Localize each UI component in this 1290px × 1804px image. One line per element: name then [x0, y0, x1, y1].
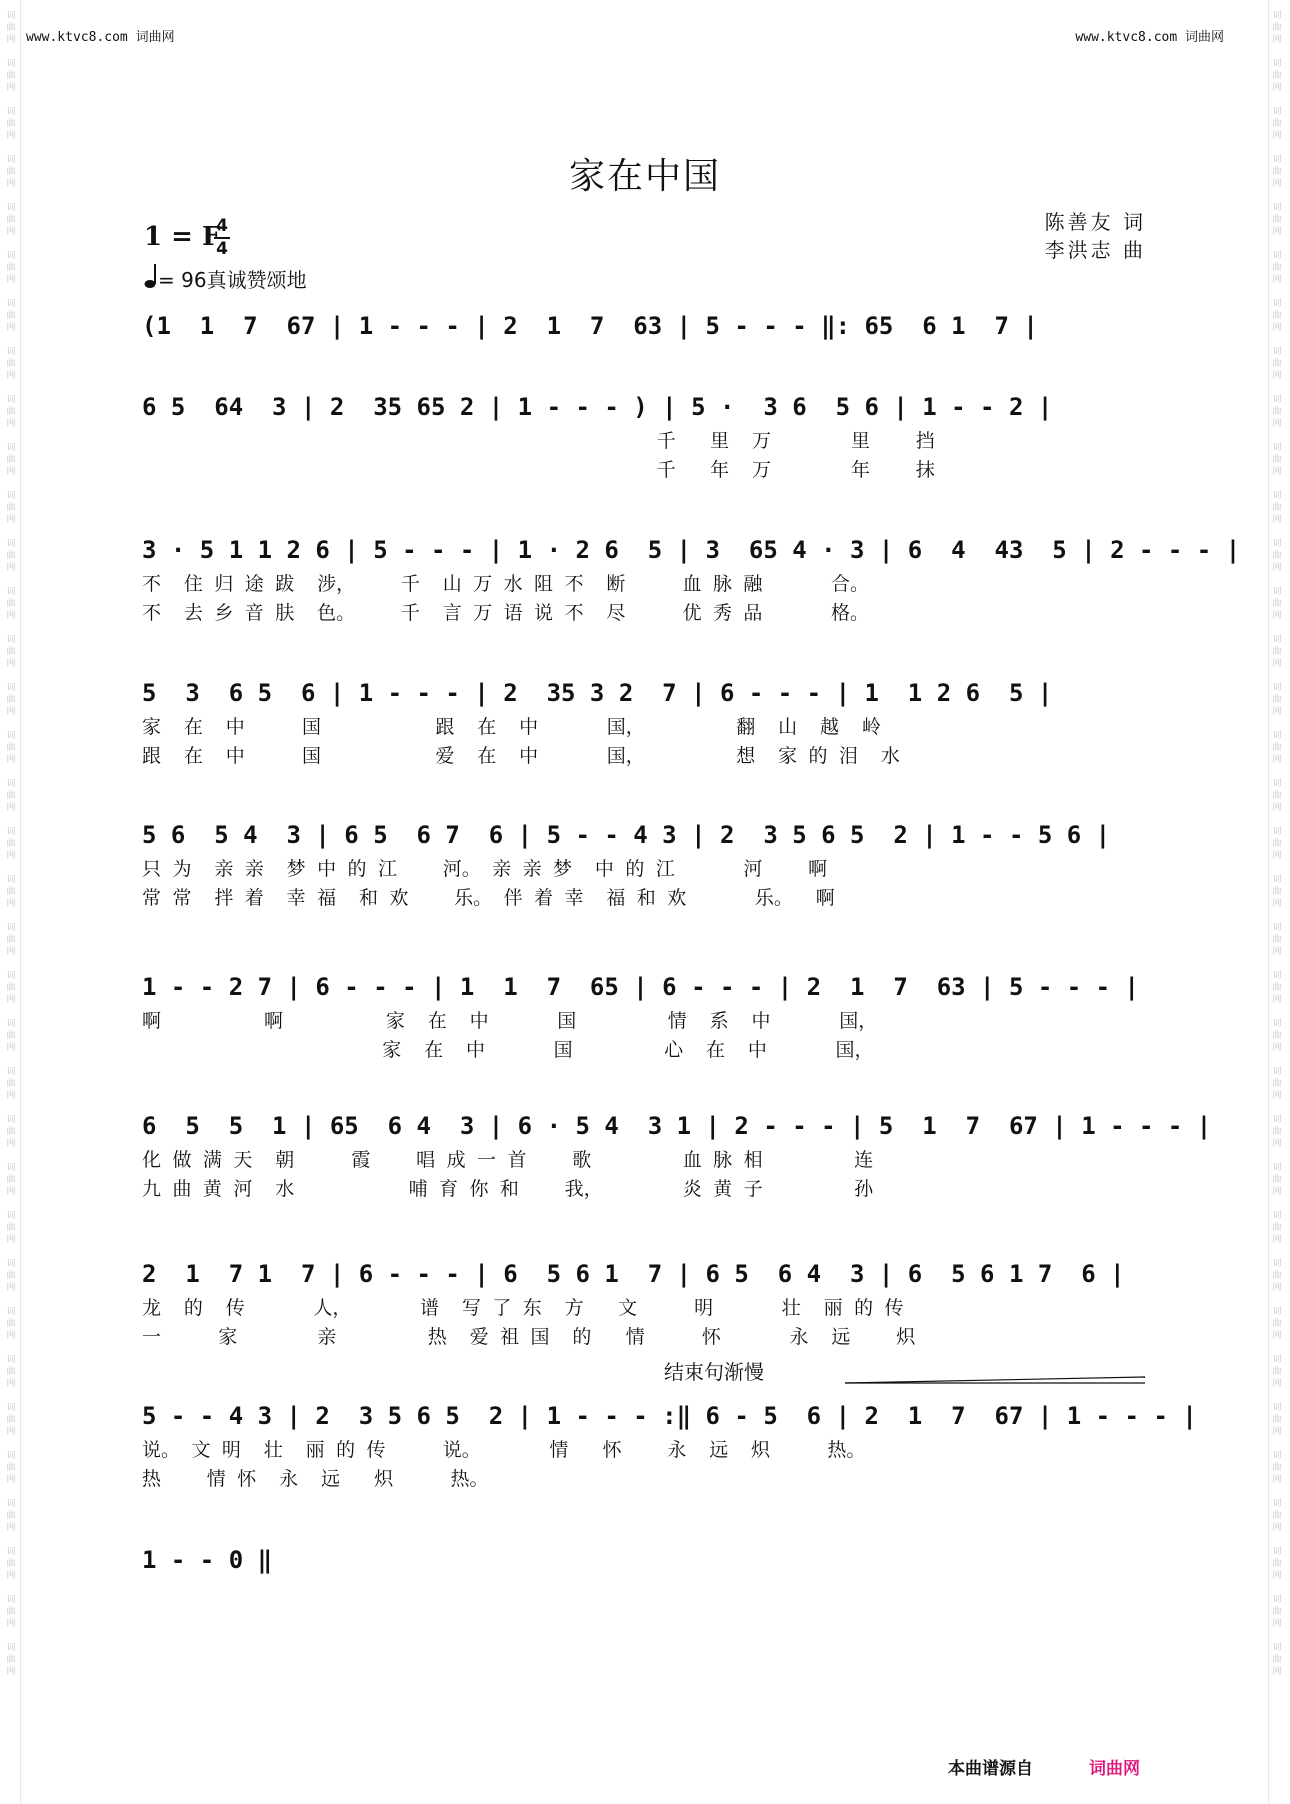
song-title: 家在中国: [568, 156, 721, 197]
lyric-line: 九 曲 黄 河 水 哺 育 你 和 我， 炎 黄 子 孙: [142, 1178, 874, 1200]
lyric-line: 千 里 万 里 挡: [142, 430, 935, 452]
lyric-line: 热 情 怀 永 远 炽 热。: [142, 1468, 489, 1490]
notes-line: 6 5 64 3 | 2 35 65 2 | 1 - - - ) | 5 · 3 6 5 6 | 1 - - 2 |: [142, 393, 1053, 421]
notes-line: 5 6 5 4 3 | 6 5 6 7 6 | 5 - - 4 3 | 2 3 5 6 5 2 | 1 - - 5 6 |: [142, 821, 1111, 849]
lyric-line: 跟 在 中 国 爱 在 中 国， 想 家 的 泪 水: [142, 745, 900, 767]
notes-line: (1 1 7 67 | 1 - - - | 2 1 7 63 | 5 - - - ‖: 65 6 1 7 |: [142, 312, 1038, 340]
credits: [1045, 208, 1146, 264]
lyric-line: 家 在 中 国 跟 在 中 国， 翻 山 越 岭: [142, 716, 881, 738]
time-signature: [214, 216, 230, 260]
composer-credit: 李洪志 曲: [1044, 238, 1146, 262]
notes-line: 5 - - 4 3 | 2 3 5 6 5 2 | 1 - - - :‖ 6 - 5 6 | 2 1 7 67 | 1 - - - |: [142, 1402, 1197, 1430]
score-system-9: [142, 1396, 1197, 1494]
notes-line: 3 · 5 1 1 2 6 | 5 - - - | 1 · 2 6 5 | 3 65 4 · 3 | 6 4 43 5 | 2 - - - |: [142, 536, 1241, 564]
notes-line: 5 3 6 5 6 | 1 - - - | 2 35 3 2 7 | 6 - - - | 1 1 2 6 5 |: [142, 679, 1053, 707]
notes-line: 1 - - 2 7 | 6 - - - | 1 1 7 65 | 6 - - - | 2 1 7 63 | 5 - - - |: [142, 973, 1139, 1001]
score-system-4: [142, 673, 1150, 771]
score-system-6: [142, 967, 1150, 1065]
ritardando-text: 结束句渐慢: [664, 1360, 764, 1384]
lyric-line: 化 做 满 天 朝 霞 唱 成 一 首 歌 血 脉 相 连: [142, 1149, 874, 1171]
score-system-2: [142, 387, 1150, 485]
time-signature-top: 4: [216, 216, 228, 236]
time-signature-bottom: 4: [216, 239, 228, 259]
notes-line: 1 - - 0 ‖: [142, 1546, 273, 1574]
score-system-8: [142, 1254, 1150, 1352]
score-system-7: [142, 1106, 1212, 1204]
site-header-left[interactable]: www.ktvc8.com 词曲网: [26, 30, 175, 45]
tempo-text: = 96真诚赞颂地: [158, 268, 307, 292]
lyric-line: 啊 啊 家 在 中 国 情 系 中 国，: [142, 1010, 878, 1032]
score-system-10: [142, 1540, 1150, 1580]
lyric-line: 不 去 乡 音 肤 色。 千 言 万 语 说 不 尽 优 秀 品 格。: [142, 602, 870, 624]
left-edge-line: [20, 0, 21, 1804]
lyric-line: 家 在 中 国 心 在 中 国，: [142, 1039, 874, 1061]
tempo-marking: [144, 263, 307, 294]
score-system-3: [142, 530, 1241, 628]
ritardando-line: [845, 1376, 1145, 1384]
footer-source: 本曲谱源自: [948, 1759, 1033, 1779]
lyric-line: 龙 的 传 人， 谱 写 了 东 方 文 明 壮 丽 的 传: [142, 1297, 904, 1319]
footer: [948, 1754, 1140, 1779]
lyric-line: 一 家 亲 热 爱 祖 国 的 情 怀 永 远 炽: [142, 1326, 916, 1348]
lyric-line: 说。 文 明 壮 丽 的 传 说。 情 怀 永 远 炽 热。: [142, 1439, 866, 1461]
left-watermark-strip: 词 曲 网 词 曲 网 词 曲 网 词 曲 网 词 曲 网 词 曲 网 词 曲 网 词 曲 网 词 曲 网 词 曲 网 词 曲 网 词 曲 网 词 曲 网 词 曲 网 词 曲 网 词 曲 网 词 曲 网 词 曲 网 词 曲 网 词 曲 网 词 曲 网 词 曲 网 词 曲 网 词 曲 网 词 曲 网 词 曲 网 词 曲 网 词 曲 网 词 曲 网 词 曲 网 词 曲 网 词 曲 网 词 曲 网 词 曲 网 词 曲 网: [6, 11, 16, 1677]
notes-line: 2 1 7 1 7 | 6 - - - | 6 5 6 1 7 | 6 5 6 4 3 | 6 5 6 1 7 6 |: [142, 1260, 1125, 1288]
site-header-right[interactable]: www.ktvc8.com 词曲网: [1075, 30, 1224, 45]
right-edge-line: [1268, 0, 1269, 1804]
notes-line: 6 5 5 1 | 65 6 4 3 | 6 · 5 4 3 1 | 2 - - - | 5 1 7 67 | 1 - - - |: [142, 1112, 1212, 1140]
score-system-1: [142, 306, 1150, 346]
footer-brand-link[interactable]: 词曲网: [1089, 1759, 1140, 1779]
lyric-line: 千 年 万 年 抹: [142, 459, 935, 481]
score-system-5: [142, 815, 1150, 913]
lyricist-credit: 陈善友 词: [1044, 210, 1146, 234]
quarter-note-icon: [144, 263, 158, 294]
key-signature: 1 = F: [144, 222, 221, 252]
lyric-line: 只 为 亲 亲 梦 中 的 江 河。 亲 亲 梦 中 的 江 河 啊: [142, 858, 828, 880]
right-watermark-strip: 词 曲 网 词 曲 网 词 曲 网 词 曲 网 词 曲 网 词 曲 网 词 曲 网 词 曲 网 词 曲 网 词 曲 网 词 曲 网 词 曲 网 词 曲 网 词 曲 网 词 曲 网 词 曲 网 词 曲 网 词 曲 网 词 曲 网 词 曲 网 词 曲 网 词 曲 网 词 曲 网 词 曲 网 词 曲 网 词 曲 网 词 曲 网 词 曲 网 词 曲 网 词 曲 网 词 曲 网 词 曲 网 词 曲 网 词 曲 网 词 曲 网: [1272, 11, 1282, 1677]
lyric-line: 常 常 拌 着 幸 福 和 欢 乐。 伴 着 幸 福 和 欢 乐。 啊: [142, 887, 835, 909]
lyric-line: 不 住 归 途 跋 涉， 千 山 万 水 阻 不 断 血 脉 融 合。: [142, 573, 870, 595]
